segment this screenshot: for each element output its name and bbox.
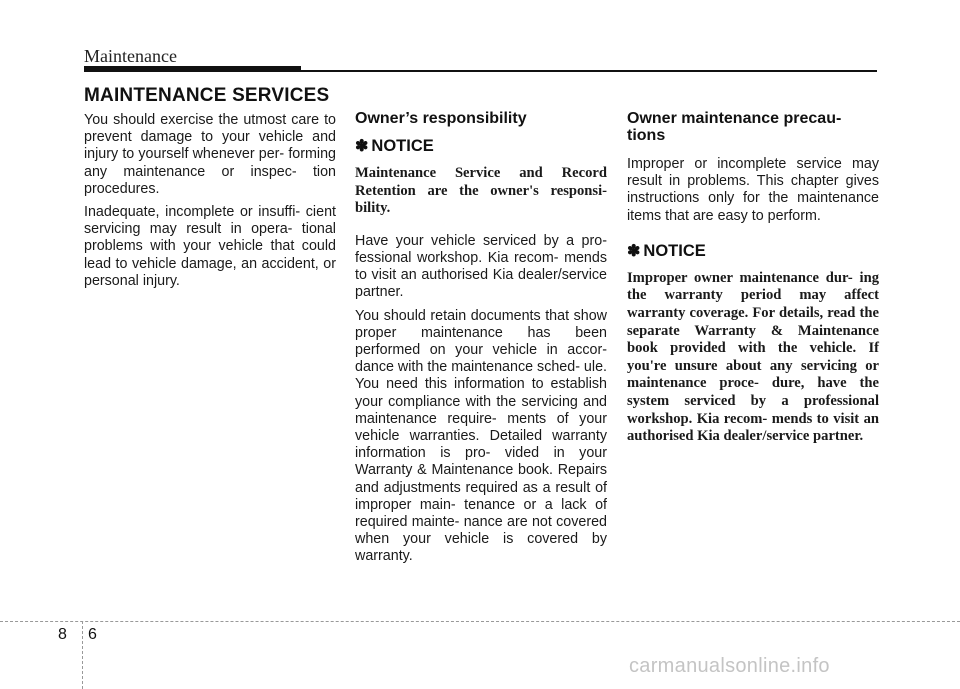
owner-maintenance-heading: Owner maintenance precau- tions xyxy=(627,110,842,144)
paragraph: Have your vehicle serviced by a pro- fessional workshop. Kia recom- mends to visit an authorised Kia dealer/service partner. xyxy=(355,232,607,301)
footer-divider xyxy=(82,621,83,689)
page-number: 6 xyxy=(88,626,97,643)
footer-rule xyxy=(0,621,960,622)
column-right xyxy=(627,110,879,461)
notice-heading xyxy=(627,241,879,261)
paragraph: You should retain documents that show proper maintenance has been performed on your vehicle in accor- dance with the maintenance sched- ule. You need this information to establish your compliance with the servicing and maintenance require- ments of your vehicle warranties. Detailed warranty information is pro- vided in your Warranty & Maintenance book. Repairs and adjustments required as a result of improper main- tenance or a lack of required mainte- nance are not covered when your vehicle is covered by warranty. xyxy=(355,307,607,565)
column-middle xyxy=(355,110,607,572)
notice-label: NOTICE xyxy=(371,137,434,155)
paragraph: Improper or incomplete service may result in problems. This chapter gives instructions only for the maintenance items that are easy to perform. xyxy=(627,156,879,224)
column-left xyxy=(84,112,336,296)
notice-label: NOTICE xyxy=(643,241,706,260)
paragraph: Inadequate, incomplete or insuffi- cient servicing may result in opera- tional problems with your vehicle that could lead to vehicle damage, an accident, or personal injury. xyxy=(84,204,336,289)
header-bar xyxy=(84,66,301,72)
section-title: MAINTENANCE SERVICES xyxy=(84,85,330,106)
watermark: carmanualsonline.info xyxy=(629,655,830,677)
notice-text: Improper owner maintenance dur- ing the warranty period may affect warranty coverage. For details, read the separate Warranty & Maintenance book provided with the vehicle. If you're unsure about any servicing or maintenance proce- dure, have the system serviced by a professional workshop. Kia recom- mends to visit an authorised Kia dealer/service partner. xyxy=(627,269,879,445)
notice-text: Maintenance Service and Record Retention are the owner's responsi- bility. xyxy=(355,165,607,217)
header-rule xyxy=(301,70,877,72)
notice-star-icon: ✽ xyxy=(627,242,641,260)
owner-responsibility-heading: Owner’s responsibility xyxy=(355,110,527,127)
chapter-number: 8 xyxy=(58,626,67,643)
header-title: Maintenance xyxy=(84,46,177,66)
notice-heading xyxy=(355,136,607,156)
paragraph: You should exercise the utmost care to prevent damage to your vehicle and injury to yourself whenever per- forming any maintenance or inspec- tion procedures. xyxy=(84,112,336,197)
notice-star-icon: ✽ xyxy=(355,138,369,155)
